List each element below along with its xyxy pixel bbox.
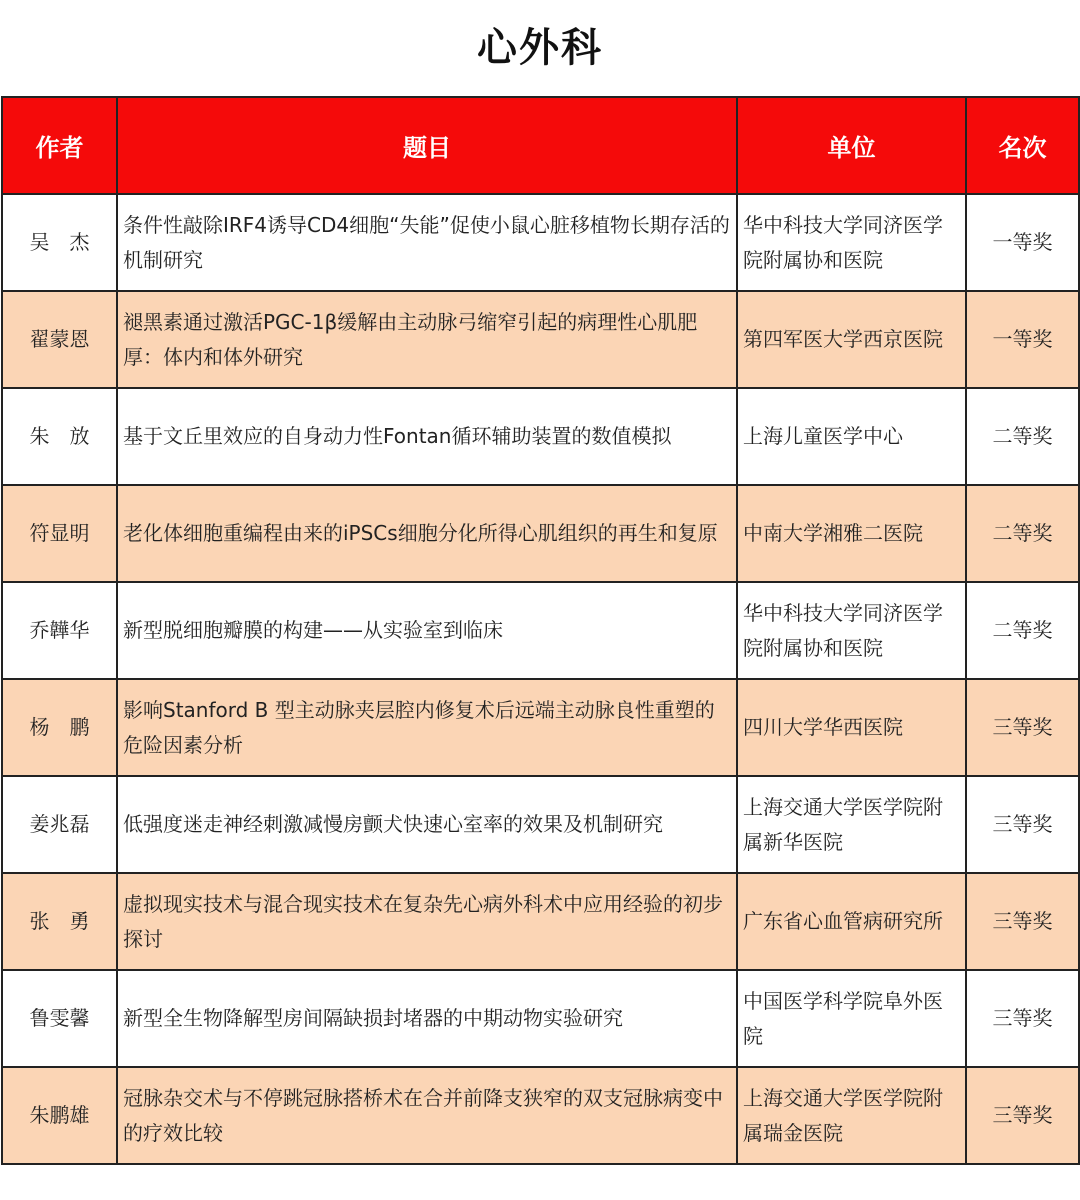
rank-cell: 三等奖 (966, 873, 1079, 970)
rank-cell: 三等奖 (966, 1067, 1079, 1164)
topic-cell: 基于文丘里效应的自身动力性Fontan循环辅助装置的数值模拟 (117, 388, 737, 485)
author-cell: 姜兆磊 (2, 776, 117, 873)
unit-cell: 华中科技大学同济医学院附属协和医院 (737, 582, 966, 679)
header-author: 作者 (2, 97, 117, 194)
unit-cell: 第四军医大学西京医院 (737, 291, 966, 388)
unit-cell: 上海儿童医学中心 (737, 388, 966, 485)
awards-table (1, 96, 1080, 1165)
topic-cell: 新型全生物降解型房间隔缺损封堵器的中期动物实验研究 (117, 970, 737, 1067)
author-cell: 鲁雯馨 (2, 970, 117, 1067)
unit-cell: 中南大学湘雅二医院 (737, 485, 966, 582)
topic-cell: 褪黑素通过激活PGC-1β缓解由主动脉弓缩窄引起的病理性心肌肥厚：体内和体外研究 (117, 291, 737, 388)
unit-cell: 广东省心血管病研究所 (737, 873, 966, 970)
rank-cell: 三等奖 (966, 679, 1079, 776)
table-row (2, 1067, 1079, 1164)
table-row (2, 776, 1079, 873)
author-cell: 符显明 (2, 485, 117, 582)
topic-cell: 老化体细胞重编程由来的iPSCs细胞分化所得心肌组织的再生和复原 (117, 485, 737, 582)
unit-cell: 四川大学华西医院 (737, 679, 966, 776)
table-row (2, 388, 1079, 485)
table-row (2, 291, 1079, 388)
topic-cell: 低强度迷走神经刺激减慢房颤犬快速心室率的效果及机制研究 (117, 776, 737, 873)
header-unit: 单位 (737, 97, 966, 194)
rank-cell: 二等奖 (966, 485, 1079, 582)
rank-cell: 三等奖 (966, 776, 1079, 873)
table-row (2, 582, 1079, 679)
rank-cell: 一等奖 (966, 194, 1079, 291)
author-cell: 朱鹏雄 (2, 1067, 117, 1164)
author-cell: 朱 放 (2, 388, 117, 485)
rank-cell: 二等奖 (966, 582, 1079, 679)
page-title: 心外科 (477, 25, 603, 71)
unit-cell: 华中科技大学同济医学院附属协和医院 (737, 194, 966, 291)
author-cell: 乔韡华 (2, 582, 117, 679)
table-row (2, 970, 1079, 1067)
header-rank: 名次 (966, 97, 1079, 194)
awards-table-container (1, 96, 1078, 1165)
topic-cell: 条件性敲除IRF4诱导CD4细胞“失能”促使小鼠心脏移植物长期存活的机制研究 (117, 194, 737, 291)
rank-cell: 三等奖 (966, 970, 1079, 1067)
topic-cell: 新型脱细胞瓣膜的构建——从实验室到临床 (117, 582, 737, 679)
unit-cell: 上海交通大学医学院附属新华医院 (737, 776, 966, 873)
topic-cell: 冠脉杂交术与不停跳冠脉搭桥术在合并前降支狭窄的双支冠脉病变中的疗效比较 (117, 1067, 737, 1164)
topic-cell: 影响Stanford B 型主动脉夹层腔内修复术后远端主动脉良性重塑的危险因素分析 (117, 679, 737, 776)
author-cell: 杨 鹏 (2, 679, 117, 776)
author-cell: 张 勇 (2, 873, 117, 970)
table-header-row (2, 97, 1079, 194)
unit-cell: 中国医学科学院阜外医院 (737, 970, 966, 1067)
rank-cell: 一等奖 (966, 291, 1079, 388)
rank-cell: 二等奖 (966, 388, 1079, 485)
table-row (2, 679, 1079, 776)
topic-cell: 虚拟现实技术与混合现实技术在复杂先心病外科术中应用经验的初步探讨 (117, 873, 737, 970)
unit-cell: 上海交通大学医学院附属瑞金医院 (737, 1067, 966, 1164)
table-row (2, 485, 1079, 582)
author-cell: 吴 杰 (2, 194, 117, 291)
table-row (2, 194, 1079, 291)
table-row (2, 873, 1079, 970)
author-cell: 翟蒙恩 (2, 291, 117, 388)
header-topic: 题目 (117, 97, 737, 194)
